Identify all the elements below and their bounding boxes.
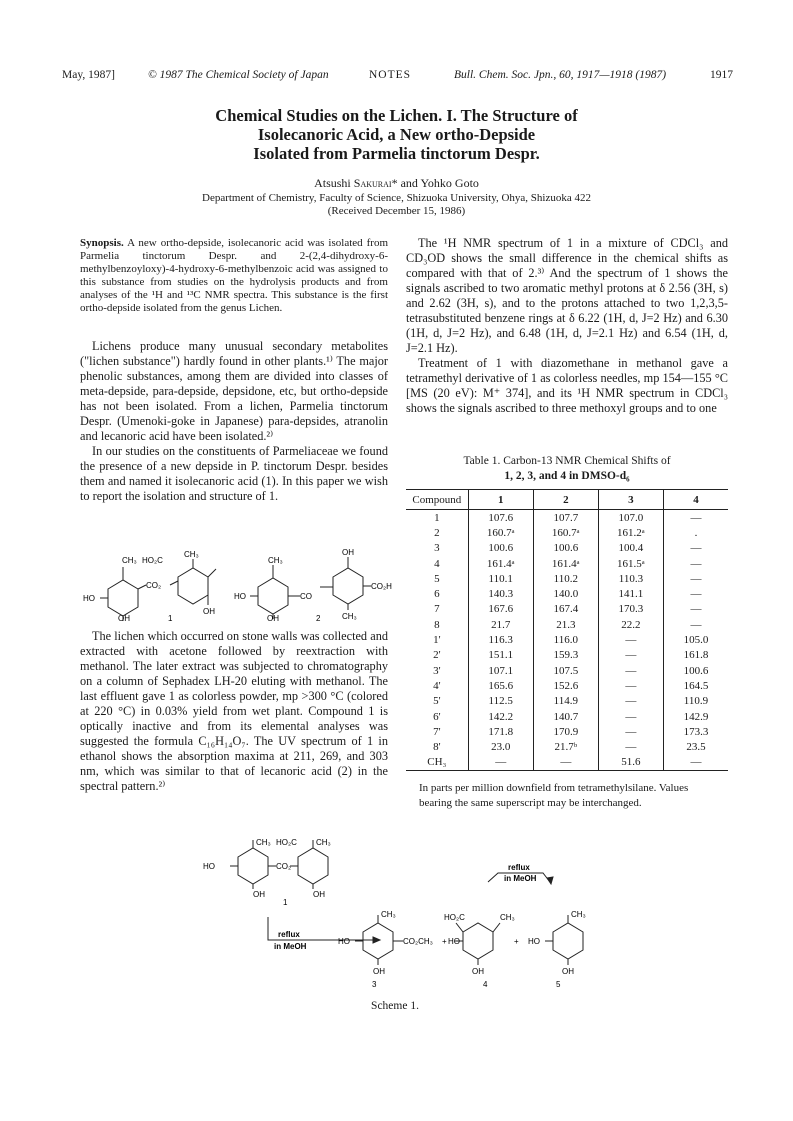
shift-cell: 161.4ᵃ [533,556,598,571]
shift-cell: 142.9 [663,709,728,724]
oh-label: OH [253,890,265,899]
right-paragraph-1: The ¹H NMR spectrum of 1 in a mixture of CDCl₃ and CD₃OD shows the small difference in the chemical shifts as compared with that of 2.³⁾ And the spectrum of 1 shows the signals ascribed to two aromatic methyl protons at δ 2.56 (3H, s) and 2.62 (3H, s), and to the protons attached to two 1,2,3,5-tetrasubstituted benzene rings at δ 6.22 (1H, d, J=2 Hz) and 6.30 (1H, d, J=2 Hz), and 6.48 (1H, d, J=2.1 Hz) and 6.54 (1H, d, J=2.1 Hz). [406,236,728,355]
scheme-ring-1a [238,848,268,884]
shift-cell: 100.6 [663,663,728,678]
ch3-label: CH₃ [184,550,199,559]
in-meoh-label: in MeOH [504,874,537,883]
nmr-shift-table [406,489,728,771]
received-date: (Received December 15, 1986) [327,205,466,217]
header-date: May, 1987] [62,69,115,81]
synopsis-text: A new ortho-depside, isolecanoric acid was isolated from Parmelia tinctorum Despr. and 2-(2,4-dihydroxy-6-methylbenzoyloxy)-4-hydroxy-6-methylbenzoic acid was assigned to this substance from studies on the hydrolysis products and from analyses of the ¹H and ¹³C NMR spectra. This substance is the first ortho-depside isolated from the genus Lichen. [80,237,388,314]
author-2: Yohko Goto [420,176,479,190]
results-paragraph-1: The lichen which occurred on stone walls was collected and extracted with acetone followed by reextraction with methanol. The later extract was subjected to chromatography on a column of Sephadex LH-20 eluting with methanol. The last effluent gave 1 as colorless powder, mp >300 °C (colored at 220 °C) in 0.03% yield from wet plant. Compound 1 is optically inactive and from its elemental analyses was suggested the formula C₁₆H₁₄O₇. The UV spectrum of 1 in ethanol shows the absorption maxima at 211, 269, and 303 nm, which was similar to that of lecanoric acid (2) in the spectral pattern.²⁾ [80,629,388,793]
shift-cell: 114.9 [533,694,598,709]
compound-number-5: 5 [556,980,561,989]
table-row [406,632,728,647]
affiliation [90,192,703,218]
shift-cell: 110.2 [533,571,598,586]
shift-cell: 112.5 [468,694,533,709]
shift-cell: — [598,632,663,647]
ch3-label: CH₃ [500,913,515,922]
shift-cell: 51.6 [598,755,663,771]
shift-cell: — [663,541,728,556]
oh-label: OH [562,967,574,976]
table-footnote: In parts per million downfield from tetramethylsilane. Values bearing the same superscript may be interchanged. [419,782,689,809]
row-label-cell: 1' [433,634,441,647]
shift-cell: — [663,571,728,586]
shift-cell: 107.0 [598,510,663,526]
row-label-cell: 7' [433,725,441,738]
header-copyright: © 1987 The Chemical Society of Japan [148,69,329,81]
table-row [406,617,728,632]
row-label-cell: 6' [433,710,441,723]
table-row [406,556,728,571]
row-label-cell: 3 [434,542,440,555]
shift-cell: 116.0 [533,632,598,647]
table-row [406,648,728,663]
table-row [406,755,728,771]
shift-cell: 151.1 [468,648,533,663]
column-header: 1 [468,490,533,510]
oh-label: OH [472,967,484,976]
ch3-label: CH₃ [316,838,331,847]
running-header [62,69,742,85]
co2-label: CO₂ [276,862,292,871]
table-row [406,525,728,540]
corresponding-mark: * [391,176,398,190]
table-row [406,724,728,739]
row-label-cell: 2' [433,649,441,662]
shift-cell: 141.1 [598,586,663,601]
ch3-label: CH₃ [571,910,586,919]
shift-cell: 21.7ᵇ [533,739,598,754]
paper-title [90,106,703,163]
title-line-2: Isolecanoric Acid, a New ortho-Depside [257,125,536,144]
header-section: NOTES [369,69,412,81]
column-header: 2 [533,490,598,510]
scheme-caption: Scheme 1. [371,1000,419,1012]
row-label-cell: 1 [434,511,440,524]
table-row [406,678,728,693]
row-label-cell: 8' [433,741,441,754]
table-caption [406,454,728,484]
table-row [406,694,728,709]
shift-cell: — [663,586,728,601]
compound-number-1: 1 [168,614,173,623]
header-journal: Bull. Chem. Soc. Jpn., 60, 1917—1918 (1987) [454,69,667,81]
row-label-cell: 5 [434,572,440,585]
ho-label: HO [203,862,215,871]
oh-label: OH [313,890,325,899]
row-label-cell: 4 [434,557,440,570]
intro-paragraph-2: In our studies on the constituents of Parmeliaceae we found the presence of a new depside in P. tinctorum Despr. besides them and named it isolecanoric acid (1). In this paper we wish to report the isolation and structure of 1. [80,444,388,503]
table-row [406,571,728,586]
shift-cell: — [663,617,728,632]
scheme-ring-1b [298,848,328,884]
scheme-ring-5 [553,923,583,959]
table-caption-line-2: 1, 2, 3, and 4 in DMSO-d₆ [504,470,630,482]
ring-1a [108,580,138,616]
shift-cell: 100.4 [598,541,663,556]
shift-cell: — [663,556,728,571]
ring-2a [258,578,288,614]
table-row [406,709,728,724]
shift-cell: 100.6 [533,541,598,556]
row-label-cell: CH₃ [406,755,468,771]
compound-number-4: 4 [483,980,488,989]
shift-cell: 161.5ᵃ [598,556,663,571]
table-row [406,541,728,556]
shift-cell: — [663,602,728,617]
shift-cell: 140.3 [468,586,533,601]
reflux-label: reflux [508,863,530,872]
row-label-cell: 7 [434,603,440,616]
shift-cell: — [598,709,663,724]
shift-cell: 140.7 [533,709,598,724]
row-label-cell: 8 [434,618,440,631]
row-label-cell: 4' [433,679,441,692]
shift-cell: 107.6 [468,510,533,526]
intro-paragraph-1: Lichens produce many unusual secondary metabolites ("lichen substance") hardly found in other plants.¹⁾ The major phenolic substances, among them are divided into classes of meta-depside, para-depside, depsidone, etc, but ortho-depside has not been isolated. From a lichen, Parmelia tinctorum Despr. (Umenoki-goke in Japanese) para-depsides, atranolin and lecanoric acid have been isolated.²⁾ [80,339,388,443]
ch3-label: CH₃ [256,838,271,847]
row-label-cell: 3' [433,664,441,677]
right-paragraph-2: Treatment of 1 with diazomethane in methanol gave a tetramethyl derivative of 1 as colorless needles, mp 154—155 °C [MS (20 eV): M⁺ 374], and its ¹H NMR spectrum in CDCl₃ shows the signals ascribed to three methoxyl groups and to one [406,356,728,415]
oh-label: OH [118,614,130,623]
ch3-label: CH₃ [268,556,283,565]
shift-cell: 107.7 [533,510,598,526]
shift-cell: 171.8 [468,724,533,739]
column-header: Compound [406,490,468,510]
header-page-number: 1917 [710,69,733,81]
shift-cell: 160.7ᵃ [533,525,598,540]
shift-cell: 21.3 [533,617,598,632]
shift-cell: 110.1 [468,571,533,586]
ho2c-label: HO₂C [276,838,297,847]
shift-cell: 170.9 [533,724,598,739]
shift-cell: 161.2ᵃ [598,525,663,540]
ch3-label: CH₃ [381,910,396,919]
introduction [80,339,388,504]
shift-cell: 116.3 [468,632,533,647]
plus-sign: + [514,937,519,946]
shift-cell: 21.7 [468,617,533,632]
shift-cell: 152.6 [533,678,598,693]
co2-label: CO₂ [146,581,162,590]
table-row [406,663,728,678]
oh-label: OH [342,548,354,557]
shift-cell: — [663,510,728,526]
table-row [406,602,728,617]
oh-label: OH [203,607,215,616]
table-caption-line-1: Table 1. Carbon-13 NMR Chemical Shifts of [463,455,671,467]
ho-label: HO [234,592,246,601]
co2ch3-label: CO₂CH₃ [403,937,433,946]
shift-cell: 107.5 [533,663,598,678]
ring-2b [333,568,363,604]
shift-cell: 105.0 [663,632,728,647]
plus-sign: + [442,937,447,946]
author-1-first: Atsushi [314,176,351,190]
shift-cell: — [598,678,663,693]
shift-cell: 110.3 [598,571,663,586]
shift-cell: 161.4ᵃ [468,556,533,571]
co-label: CO [300,592,312,601]
shift-cell: 164.5 [663,678,728,693]
row-label-cell: 2 [434,526,440,539]
compound-number-2: 2 [316,614,321,623]
shift-cell: 110.9 [663,694,728,709]
shift-cell: — [468,755,533,771]
shift-cell: 170.3 [598,602,663,617]
ch3-label: CH₃ [342,612,357,621]
shift-cell: 161.8 [663,648,728,663]
ho-label: HO [83,594,95,603]
compound-number-3: 3 [372,980,377,989]
shift-cell: 173.3 [663,724,728,739]
nmr-table [406,489,728,771]
table-header-row [406,490,728,510]
shift-cell: — [533,755,598,771]
shift-cell: 167.4 [533,602,598,617]
synopsis [80,237,388,315]
synopsis-label: Synopsis. [80,237,124,249]
column-header: 4 [663,490,728,510]
shift-cell: 167.6 [468,602,533,617]
ho2c-label: HO₂C [444,913,465,922]
oh-label: OH [373,967,385,976]
shift-cell: 23.0 [468,739,533,754]
ho-label: HO [338,937,350,946]
shift-cell: 160.7ᵃ [468,525,533,540]
table-row [406,510,728,526]
scheme-1-diagram [198,837,618,1002]
structures-1-and-2 [78,537,392,623]
title-line-1: Chemical Studies on the Lichen. I. The Structure of [215,106,578,125]
in-meoh-label: in MeOH [274,942,307,951]
shift-cell: . [663,525,728,540]
shift-cell: 140.0 [533,586,598,601]
column-header: 3 [598,490,663,510]
shift-cell: — [598,694,663,709]
ho-label: HO [448,937,460,946]
shift-cell: — [598,724,663,739]
compound-number-1: 1 [283,898,288,907]
reflux-label: reflux [278,930,300,939]
shift-cell: 165.6 [468,678,533,693]
author-and: and [400,176,418,190]
shift-cell: 159.3 [533,648,598,663]
shift-cell: — [663,755,728,771]
oh-label: OH [267,614,279,623]
right-column-text [406,236,728,416]
ho2c-label: HO₂C [142,556,163,565]
author-list [90,176,703,191]
table-row [406,739,728,754]
scheme-ring-4 [463,923,493,959]
shift-cell: — [598,663,663,678]
shift-cell: 142.2 [468,709,533,724]
shift-cell: 107.1 [468,663,533,678]
shift-cell: 22.2 [598,617,663,632]
author-1-last: Sakurai [353,176,392,190]
ring-1b [178,568,208,604]
row-label-cell: 5' [433,695,441,708]
shift-cell: — [598,648,663,663]
row-label-cell: 6 [434,588,440,601]
table-row [406,586,728,601]
shift-cell: 23.5 [663,739,728,754]
results-section [80,629,388,794]
shift-cell: 100.6 [468,541,533,556]
ch3-label: CH₃ [122,556,137,565]
shift-cell: — [598,739,663,754]
co2h-label: CO₂H [371,582,392,591]
title-line-3: Isolated from Parmelia tinctorum Despr. [253,144,540,163]
affiliation-line: Department of Chemistry, Faculty of Science, Shizuoka University, Ohya, Shizuoka 422 [202,192,591,204]
ho-label: HO [528,937,540,946]
